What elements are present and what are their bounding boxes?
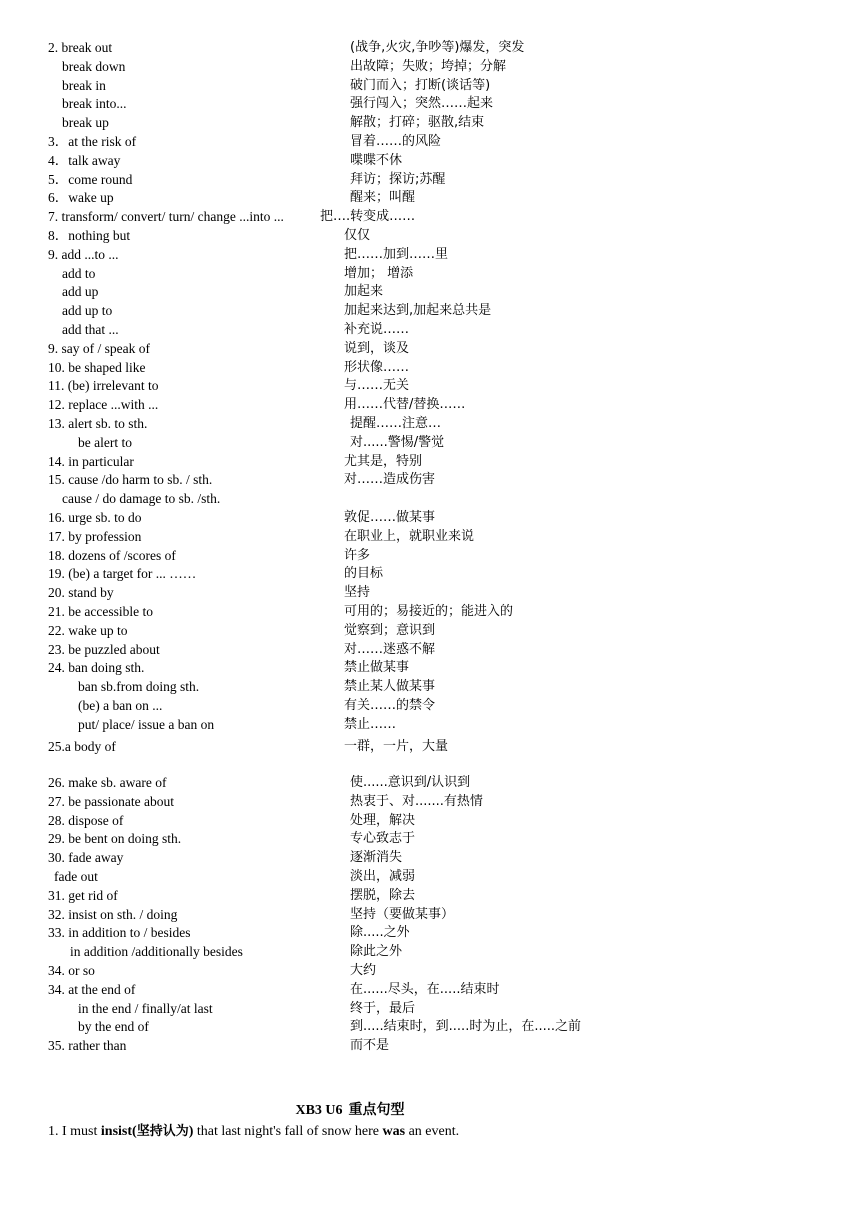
phrase-chinese: 禁止做某事 xyxy=(344,660,410,676)
phrase-chinese: 热衷于、对.......有热情 xyxy=(350,793,483,809)
phrase-english: 32. insist on sth. / doing xyxy=(48,906,178,922)
phrase-english: 33. in addition to / besides xyxy=(48,925,191,941)
phrase-row xyxy=(48,77,840,95)
phrase-chinese: 把….转变成…… xyxy=(320,209,416,225)
phrase-row xyxy=(48,283,840,301)
phrase-english: 15. cause /do harm to sb. / sth. xyxy=(48,472,213,488)
phrase-row xyxy=(48,943,840,961)
phrase-english: 30. fade away xyxy=(48,850,124,866)
phrase-english: add up xyxy=(62,284,99,300)
phrase-chinese: 醒来；叫醒 xyxy=(350,190,416,206)
phrase-row xyxy=(48,1000,840,1018)
phrase-chinese: 逐渐消失 xyxy=(350,850,403,866)
phrase-english: 9. say of / speak of xyxy=(48,340,150,356)
key-sentence-1 xyxy=(48,1123,459,1141)
phrase-english: 26. make sb. aware of xyxy=(48,775,167,790)
phrase-english: 29. be bent on doing sth. xyxy=(48,831,182,847)
phrase-english: 9. add ...to ... xyxy=(48,246,119,262)
phrase-chinese: 大约 xyxy=(350,963,377,978)
phrase-english: 18. dozens of /scores of xyxy=(48,547,176,563)
phrase-chinese: 处理，解决 xyxy=(350,812,416,828)
phrase-chinese: 喋喋不休 xyxy=(350,152,403,168)
phrase-row xyxy=(48,321,840,339)
phrase-row xyxy=(48,565,840,583)
phrase-english: 27. be passionate about xyxy=(48,793,174,809)
phrase-row xyxy=(48,302,840,320)
phrase-row xyxy=(48,793,840,811)
phrase-chinese: 终于，最后 xyxy=(350,1000,416,1016)
phrase-english: put/ place/ issue a ban on xyxy=(78,716,215,732)
phrase-english: 25.a body of xyxy=(48,739,116,754)
phrase-english: ban sb.from doing sth. xyxy=(78,679,200,695)
phrase-english: 7. transform/ convert/ turn/ change ...into ... xyxy=(48,209,284,225)
phrase-english: 6．wake up xyxy=(48,190,114,206)
phrase-row xyxy=(48,981,840,999)
phrase-english: be alert to xyxy=(78,434,132,450)
phrase-english: 34. at the end of xyxy=(48,981,136,997)
phrase-row xyxy=(48,377,840,395)
phrase-chinese: 一群，一片，大量 xyxy=(344,739,449,754)
phrase-row xyxy=(48,189,840,207)
phrase-row xyxy=(48,95,840,113)
phrase-row xyxy=(48,774,840,792)
phrase-english: 28. dispose of xyxy=(48,812,124,828)
phrase-row xyxy=(48,738,840,756)
phrase-row xyxy=(48,962,840,980)
phrase-chinese: 淡出，减弱 xyxy=(350,869,416,884)
phrase-row xyxy=(48,415,840,433)
phrase-row xyxy=(48,453,840,471)
phrase-row xyxy=(48,868,840,886)
phrase-english: 23. be puzzled about xyxy=(48,641,160,657)
section-heading xyxy=(0,1100,700,1120)
phrase-row xyxy=(48,133,840,151)
phrase-row xyxy=(48,697,840,715)
phrase-english: add up to xyxy=(62,303,113,319)
phrase-row xyxy=(48,39,840,57)
phrase-english: 35. rather than xyxy=(48,1038,127,1054)
phrase-row xyxy=(48,906,840,924)
phrase-row xyxy=(48,849,840,867)
phrase-chinese: 尤其是，特别 xyxy=(344,453,423,469)
phrase-chinese: 补充说…… xyxy=(344,322,410,337)
phrase-chinese: 解散；打碎；驱散,结束 xyxy=(350,115,485,131)
phrase-chinese: 在......尽头，在.....结束时 xyxy=(350,981,500,997)
phrase-english: (be) a ban on ... xyxy=(78,698,163,713)
phrase-chinese: 使......意识到/认识到 xyxy=(350,775,471,790)
phrase-row xyxy=(48,812,840,830)
phrase-chinese: 摆脱，除去 xyxy=(350,887,416,903)
phrase-chinese: 在职业上，就职业来说 xyxy=(344,528,475,544)
phrase-chinese: 禁止某人做某事 xyxy=(344,679,436,695)
sentence-text: 1. I must xyxy=(48,1124,101,1139)
phrase-chinese: 形状像…… xyxy=(344,359,410,375)
phrase-row xyxy=(48,208,840,226)
sentence-text: an event. xyxy=(405,1124,460,1139)
phrase-row xyxy=(48,584,840,602)
phrase-chinese: 提醒……注意… xyxy=(350,416,442,431)
phrase-chinese: 加起来达到,加起来总共是 xyxy=(344,303,492,319)
phrase-row xyxy=(48,641,840,659)
phrase-english: 34. or so xyxy=(48,963,95,978)
phrase-english: 17. by profession xyxy=(48,528,142,544)
phrase-row xyxy=(48,246,840,264)
phrase-english: 31. get rid of xyxy=(48,887,118,903)
section-heading-en: XB3 U6 xyxy=(295,1103,343,1118)
phrase-english: in addition /additionally besides xyxy=(70,944,243,960)
phrase-chinese: 到.....结束时，到.....时为止，在.....之前 xyxy=(350,1019,581,1035)
phrase-chinese: (战争,火灾,争吵等)爆发，突发 xyxy=(350,40,525,55)
section-heading-zh: 重点句型 xyxy=(348,1102,405,1118)
phrase-english: 21. be accessible to xyxy=(48,604,153,619)
phrase-chinese: 把……加到……里 xyxy=(344,246,449,262)
phrase-english: 8．nothing but xyxy=(48,228,131,243)
phrase-row xyxy=(48,924,840,942)
phrase-row xyxy=(48,1037,840,1055)
phrase-row xyxy=(48,1018,840,1036)
phrase-english: 5．come round xyxy=(48,171,133,187)
phrase-chinese: 破门而入；打断(谈话等) xyxy=(350,77,491,93)
phrase-english: break into... xyxy=(62,96,127,112)
phrase-english: in the end / finally/at last xyxy=(78,1000,213,1016)
phrase-row xyxy=(48,603,840,621)
phrase-english: 22. wake up to xyxy=(48,622,128,638)
phrase-row xyxy=(48,490,840,508)
phrase-english: 2. break out xyxy=(48,40,113,55)
phrase-chinese: 可用的；易接近的；能进入的 xyxy=(344,604,514,619)
phrase-chinese: 除.....之外 xyxy=(350,925,410,941)
phrase-row xyxy=(48,509,840,527)
phrase-chinese: 坚持 xyxy=(344,585,371,601)
phrase-chinese: 专心致志于 xyxy=(350,831,416,847)
phrase-english: break up xyxy=(62,115,109,131)
phrase-english: break down xyxy=(62,58,126,74)
phrase-chinese: 觉察到；意识到 xyxy=(344,622,436,638)
phrase-english: 19. (be) a target for ... …… xyxy=(48,566,197,582)
phrase-row xyxy=(48,396,840,414)
phrase-chinese: 对……迷惑不解 xyxy=(344,641,436,657)
phrase-chinese: 许多 xyxy=(344,547,371,563)
phrase-english: 20. stand by xyxy=(48,585,114,601)
phrase-row xyxy=(48,830,840,848)
phrase-chinese: 对……造成伤害 xyxy=(344,472,436,488)
phrase-english: 10. be shaped like xyxy=(48,359,146,375)
phrase-row xyxy=(48,359,840,377)
sentence-bold-word: was xyxy=(382,1124,406,1139)
phrase-chinese: 出故障；失败；垮掉；分解 xyxy=(350,58,507,74)
phrase-chinese: 有关……的禁令 xyxy=(344,698,436,713)
phrase-chinese: 与……无关 xyxy=(344,378,410,394)
phrase-chinese: 除此之外 xyxy=(350,944,403,960)
phrase-row xyxy=(48,171,840,189)
phrase-row xyxy=(48,678,840,696)
phrase-english: 4．talk away xyxy=(48,152,121,168)
phrase-english: 14. in particular xyxy=(48,453,134,469)
phrase-row xyxy=(48,340,840,358)
phrase-english: 24. ban doing sth. xyxy=(48,660,145,676)
phrase-english: fade out xyxy=(54,869,98,884)
phrase-row xyxy=(48,659,840,677)
phrase-chinese: 用……代替/替换…… xyxy=(344,397,466,413)
phrase-chinese: 而不是 xyxy=(350,1038,390,1054)
phrase-chinese: 增加； 增添 xyxy=(344,265,414,281)
phrase-chinese: 禁止…… xyxy=(344,716,397,732)
phrase-row xyxy=(48,265,840,283)
sentence-bold-word: insist( xyxy=(100,1124,137,1139)
phrase-chinese: 坚持（要做某事） xyxy=(350,906,455,922)
phrase-row xyxy=(48,152,840,170)
phrase-english: 16. urge sb. to do xyxy=(48,510,142,525)
phrase-row xyxy=(48,887,840,905)
phrase-english: cause / do damage to sb. /sth. xyxy=(62,491,221,507)
phrase-chinese: 强行闯入；突然……起来 xyxy=(350,96,494,112)
sentence-bold-paren: ) xyxy=(188,1124,194,1139)
phrase-english: break in xyxy=(62,77,106,93)
phrase-chinese: 冒着……的风险 xyxy=(350,134,442,149)
phrase-row xyxy=(48,434,840,452)
phrase-row xyxy=(48,227,840,245)
phrase-english: add that ... xyxy=(62,322,119,337)
phrase-english: by the end of xyxy=(78,1019,149,1035)
sentence-bold-gloss: 坚持认为 xyxy=(136,1124,189,1139)
phrase-row xyxy=(48,114,840,132)
phrase-chinese: 说到，谈及 xyxy=(344,340,410,356)
phrase-chinese: 拜访；探访;苏醒 xyxy=(350,171,446,187)
phrase-english: 13. alert sb. to sth. xyxy=(48,416,148,431)
phrase-row xyxy=(48,58,840,76)
phrase-chinese: 的目标 xyxy=(344,566,384,582)
phrase-row xyxy=(48,471,840,489)
phrase-row xyxy=(48,716,840,734)
phrase-english: 12. replace ...with ... xyxy=(48,397,159,413)
phrase-chinese: 敦促……做某事 xyxy=(344,510,436,525)
phrase-english: add to xyxy=(62,265,96,281)
phrase-chinese: 对......警惕/警觉 xyxy=(350,434,445,450)
sentence-text: that last night's fall of snow here xyxy=(193,1124,383,1139)
phrase-english: 11. (be) irrelevant to xyxy=(48,378,159,394)
phrase-chinese: 加起来 xyxy=(344,284,384,300)
phrase-row xyxy=(48,547,840,565)
phrase-row xyxy=(48,528,840,546)
phrase-chinese: 仅仅 xyxy=(344,228,371,243)
phrase-english: 3．at the risk of xyxy=(48,134,137,149)
phrase-row xyxy=(48,622,840,640)
